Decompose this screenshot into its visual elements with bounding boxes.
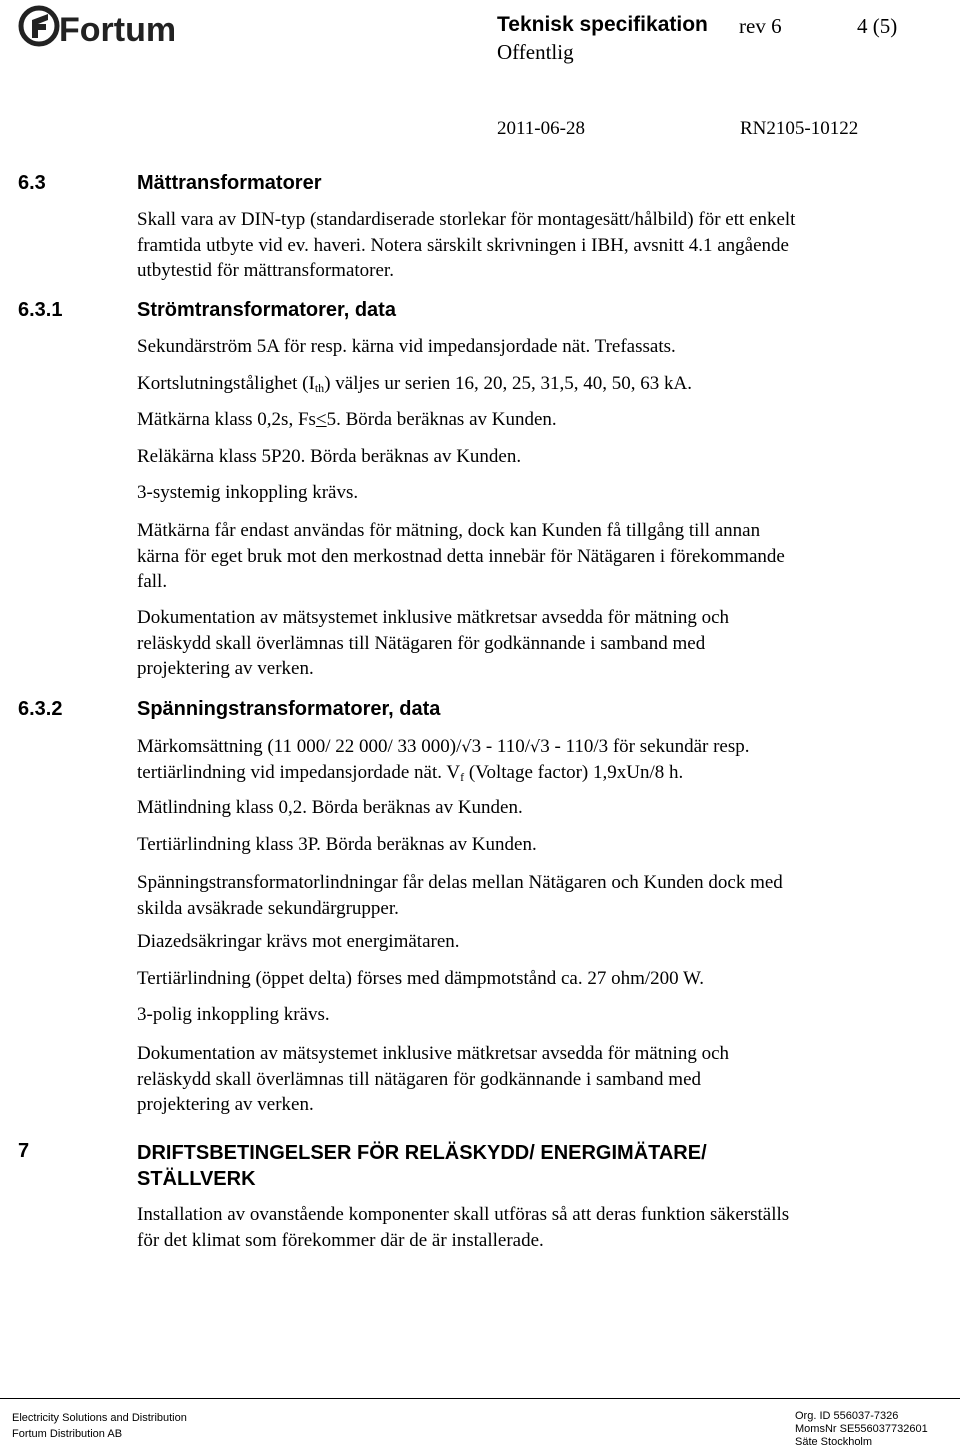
section-6-3-heading: Mättransformatorer — [137, 172, 322, 194]
paragraph-metering-core: Mätkärna klass 0,2s, Fs<5. Börda beräknas av Kunden. — [137, 409, 557, 430]
paragraph-ratio: Märkomsättning (11 000/ 22 000/ 33 000)/√3 - 110/√3 - 110/3 för sekundär resp. tertiärlindning vid impedansjordade nät. $V_f$ (Voltage factor) 1,9xUn/8 h. — [137, 736, 750, 784]
paragraph-3-system: 3-systemig inkoppling krävs. — [137, 482, 359, 503]
page-number: 4 (5) — [857, 14, 898, 38]
revision: rev 6 — [739, 14, 782, 38]
paragraph-vt-windings: Spänningstransformatorlindningar får delas mellan Nätägaren och Kunden dock med skilda avsäkrade sekundärgrupper. — [137, 872, 783, 919]
document-number: RN2105-10122 — [740, 118, 859, 139]
section-6-3-1-heading: Strömtransformatorer, data — [137, 299, 396, 321]
paragraph-measuring-winding: Mätlindning klass 0,2. Börda beräknas av Kunden. — [137, 797, 523, 818]
document-title: Teknisk specifikation — [497, 13, 708, 36]
paragraph-diazed-fuses: Diazedsäkringar krävs mot energimätaren. — [137, 931, 460, 952]
document-date: 2011-06-28 — [497, 118, 585, 139]
paragraph-metering-core-usage: Mätkärna får endast användas för mätning, dock kan Kunden få tillgång till annan kärna för eget bruk mot den merkostnad detta innebär för Nätägaren i förekommande fall. — [137, 520, 785, 593]
paragraph-3-pole: 3-polig inkoppling krävs. — [137, 1004, 330, 1025]
section-7-number: 7 — [18, 1140, 30, 1162]
footer-rule — [0, 1398, 960, 1399]
footer-company: Electricity Solutions and Distribution Fortum Distribution AB — [12, 1412, 187, 1440]
logo-wordmark: Fortum — [59, 11, 177, 48]
footer-registration: Org. ID 556037-7326 MomsNr SE556037732601 Säte Stockholm — [795, 1410, 928, 1448]
paragraph-tertiary-class: Tertiärlindning klass 3P. Börda beräknas av Kunden. — [137, 834, 537, 855]
paragraph-documentation-2: Dokumentation av mätsystemet inklusive mätkretsar avsedda för mätning och reläskydd skall överlämnas till nätägaren för godkännande i samband med projektering av verken. — [137, 1043, 730, 1116]
paragraph-damping-resistor: Tertiärlindning (öppet delta) förses med dämpmotstånd ca. 27 ohm/200 W. — [137, 968, 704, 989]
classification: Offentlig — [497, 40, 574, 64]
paragraph-secondary-current: Sekundärström 5A för resp. kärna vid impedansjordade nät. Trefassats. — [137, 336, 676, 357]
section-6-3-number: 6.3 — [18, 172, 46, 194]
paragraph-relay-core: Reläkärna klass 5P20. Börda beräknas av Kunden. — [137, 446, 522, 467]
paragraph-short-circuit: Kortslutningstålighet $(I_{th})$ väljes ur serien 16, 20, 25, 31,5, 40, 50, 63 kA. — [137, 373, 692, 395]
section-6-3-body: Skall vara av DIN-typ (standardiserade storlekar för montagesätt/hålbild) för ett enkelt framtida utbyte vid ev. haveri. Notera särskilt skrivningen i IBH, avsnitt 4.1 angående utbytestid för mättransformatorer. — [137, 209, 796, 282]
section-6-3-1-number: 6.3.1 — [18, 299, 63, 321]
paragraph-installation: Installation av ovanstående komponenter skall utföras så att deras funktion säkerställs för det klimat som förekommer där de är installerade. — [137, 1204, 790, 1251]
fortum-logo — [18, 4, 218, 48]
paragraph-documentation-1: Dokumentation av mätsystemet inklusive mätkretsar avsedda för mätning och reläskydd skall överlämnas till Nätägaren för godkännande i samband med projektering av verken. — [137, 607, 730, 680]
section-6-3-2-number: 6.3.2 — [18, 698, 63, 720]
section-7-heading: DRIFTSBETINGELSER FÖR RELÄSKYDD/ ENERGIMÄTARE/ STÄLLVERK — [137, 1142, 707, 1190]
sqrt-symbol: √ — [530, 737, 541, 756]
section-6-3-2-heading: Spänningstransformatorer, data — [137, 698, 441, 720]
sqrt-symbol: √ — [461, 737, 472, 756]
